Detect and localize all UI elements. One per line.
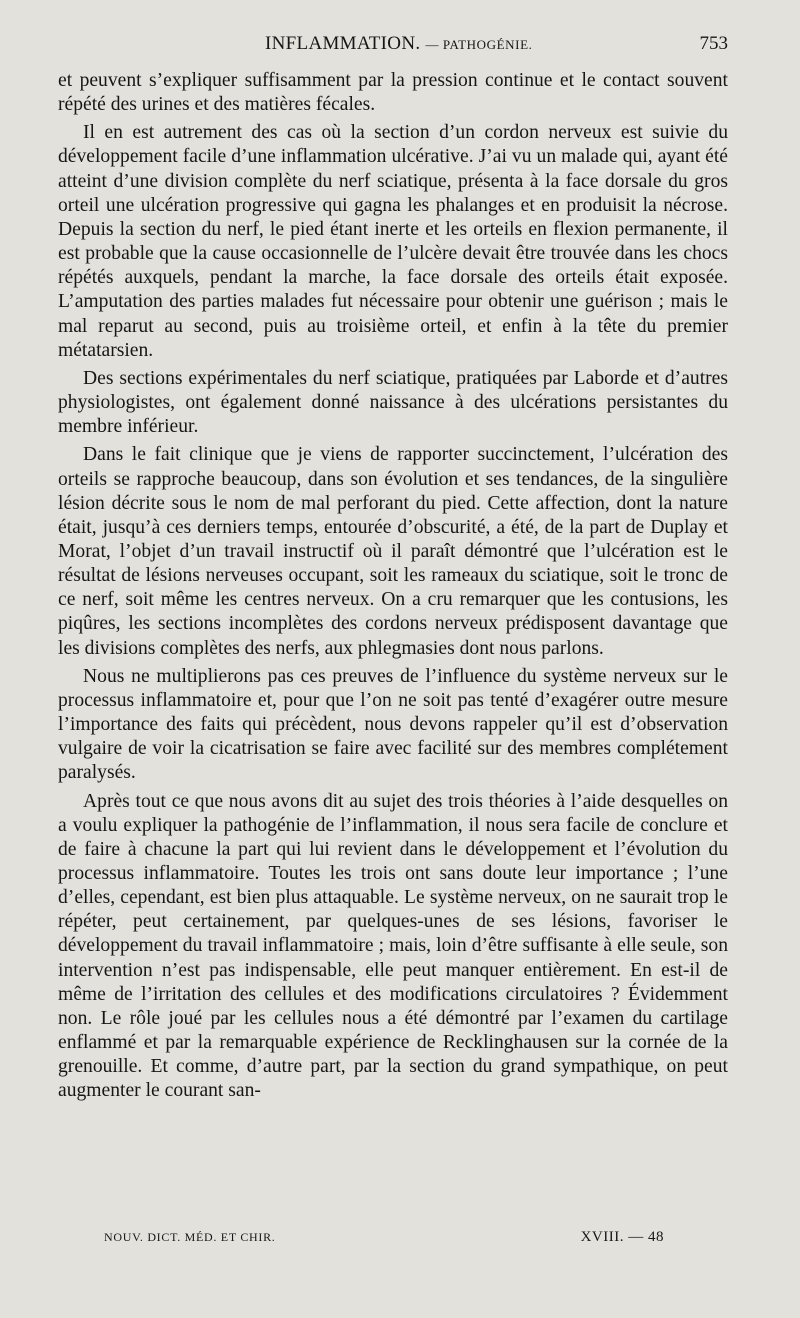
paragraph: Des sections expérimentales du nerf sciatique, pratiquées par Laborde et d’autres physiologistes, ont également donné naissance à des ulcérations persistantes du membre inférieur.	[58, 367, 728, 438]
running-title-section: — PATHOGÉNIE.	[425, 37, 533, 52]
paragraph: Dans le fait clinique que je viens de rapporter succinctement, l’ulcération des orteils se rapproche beaucoup, dans son évolution et ses tendances, de la singulière lésion décrite sous le nom de mal perforant du pied. Cette affection, dont la nature était, jusqu’à ces derniers temps, entourée d’obscurité, a été, de la part de Duplay et Morat, l’objet d’un travail instructif où il paraît démontré que l’ulcération est le résultat de lésions nerveuses occupant, soit les rameaux du sciatique, soit le tronc de ce nerf, soit même les centres nerveux. On a cru remarquer que les contusions, les piqûres, les sections incomplètes des cordons nerveux prédisposent davantage que les divisions complètes des nerfs, aux phlegmasies dont nous parlons.	[58, 444, 728, 659]
running-title-main: INFLAMMATION.	[265, 33, 421, 54]
page-footer	[104, 1229, 664, 1246]
footer-source: NOUV. DICT. MÉD. ET CHIR.	[104, 1230, 276, 1244]
running-title	[58, 33, 700, 55]
body-text	[58, 69, 728, 1104]
running-head	[58, 33, 728, 59]
page-number: 753	[699, 33, 728, 54]
paragraph: Nous ne multiplierons pas ces preuves de l’influence du système nerveux sur le processus inflammatoire et, pour que l’on ne soit pas tenté d’exagérer outre mesure l’importance des faits qui précèdent, nous devons rappeler qu’il est d’observation vulgaire de voir la cicatrisation se faire avec facilité sur des membres complétement paralysés.	[58, 665, 728, 784]
footer-signature: XVIII. — 48	[580, 1229, 664, 1245]
paragraph: Il en est autrement des cas où la section d’un cordon nerveux est suivie du développement facile d’une inflammation ulcérative. J’ai vu un malade qui, ayant été atteint d’une division complète du nerf sciatique, présenta à la face dorsale du gros orteil une ulcération progressive qui gagna les phalanges et en produisit la nécrose. Depuis la section du nerf, le pied étant inerte et les orteils en flexion permanente, il est probable que la cause occasionnelle de l’ulcère devait être trouvée dans les chocs répétés auxquels, pendant la marche, la face dorsale des orteils était exposée. L’amputation des parties malades fut nécessaire pour obtenir une guérison ; mais le mal reparut au second, puis au troisième orteil, et enfin à la tête du premier métatarsien.	[58, 122, 728, 361]
paragraph-continued: et peuvent s’expliquer suffisamment par la pression continue et le contact souvent répété des urines et des matières fécales.	[58, 70, 728, 116]
paragraph: Après tout ce que nous avons dit au sujet des trois théories à l’aide desquelles on a voulu expliquer la pathogénie de l’inflammation, il nous sera facile de conclure et de faire à chacune la part qui lui revient dans le développement et l’évolution du processus inflammatoire. Toutes les trois ont sans doute leur importance ; l’une d’elles, cependant, est bien plus attaquable. Le système nerveux, on ne saurait trop le répéter, peut certainement, par quelques-unes de ses lésions, favoriser le développement du travail inflammatoire ; mais, loin d’être suffisante à elle seule, son intervention n’est pas indispensable, elle peut manquer entièrement. En est-il de même de l’irritation des cellules et des modifications circulatoires ? Évidemment non. Le rôle joué par les cellules nous a été démontré par l’examen du cartilage enflammé et par la remarquable expérience de Recklinghausen sur la cornée de la grenouille. Et comme, d’autre part, par la section du grand sympathique, on peut augmenter le courant san-	[58, 790, 728, 1102]
